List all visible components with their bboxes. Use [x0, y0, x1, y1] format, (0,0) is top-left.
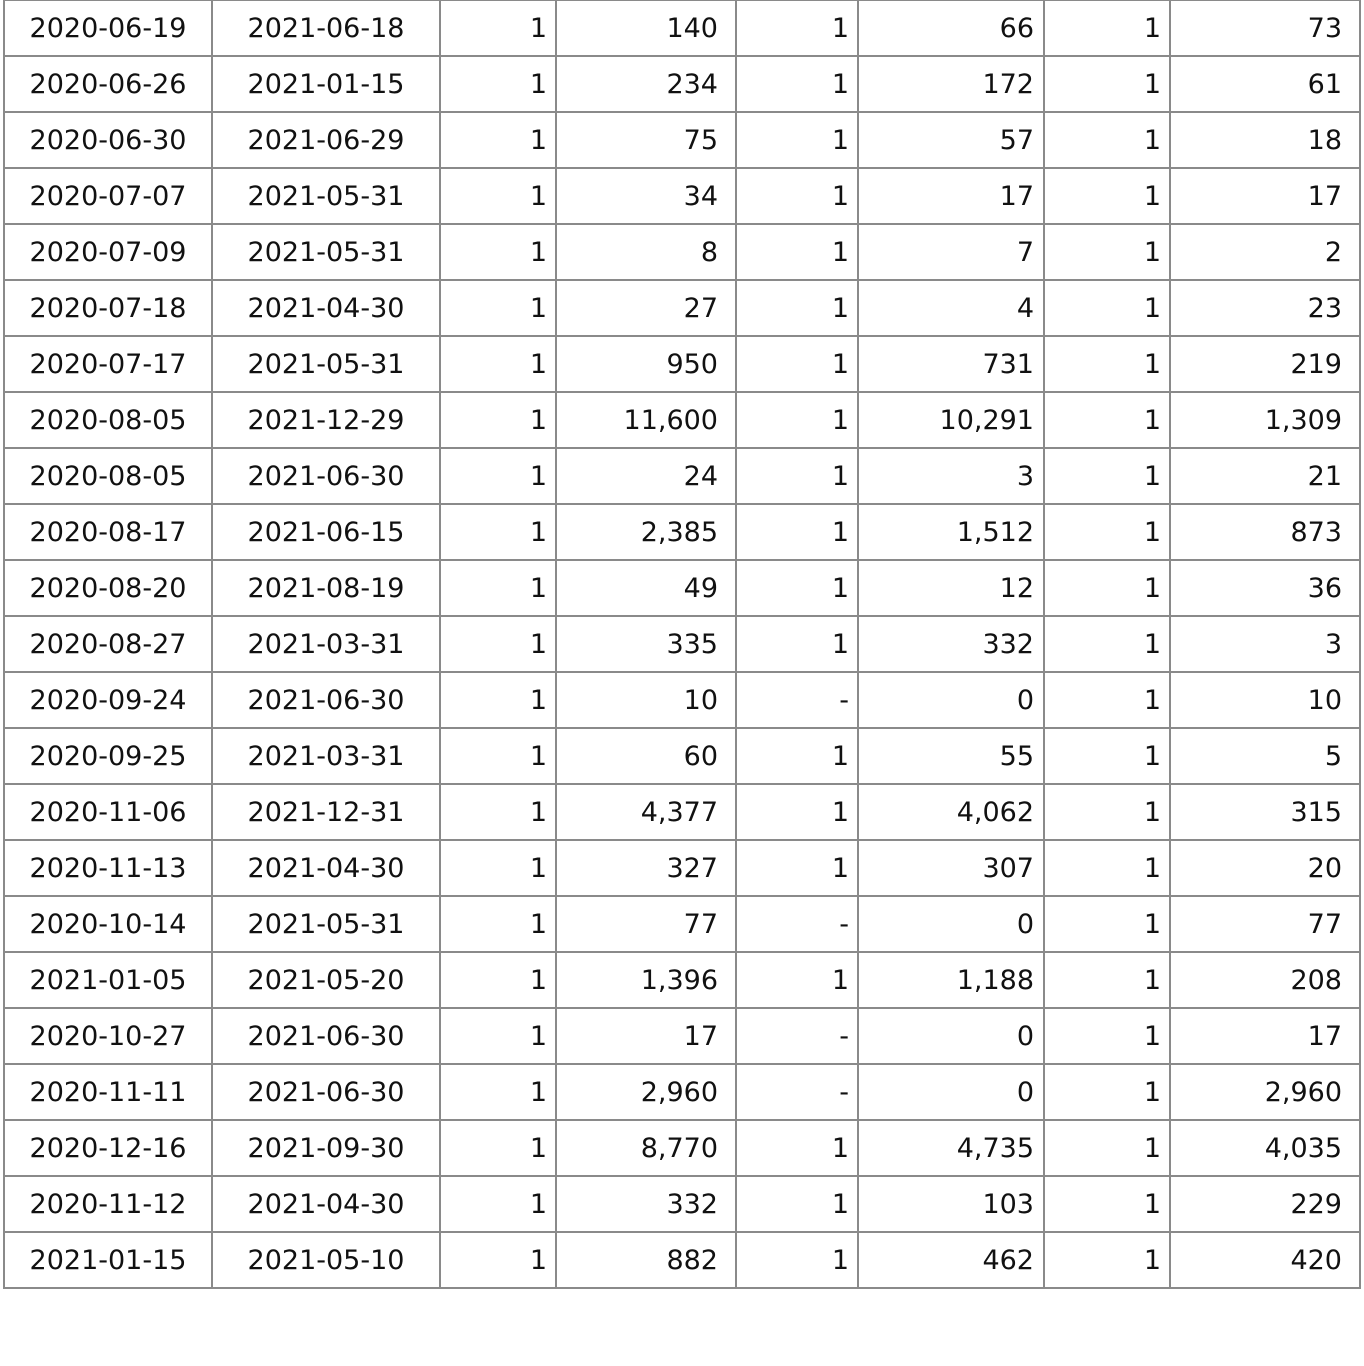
- count-b-cell: 1: [736, 952, 858, 1008]
- total-cell: 49: [556, 560, 736, 616]
- total-cell: 27: [556, 280, 736, 336]
- count-c-cell: 1: [1044, 728, 1170, 784]
- count-c-cell: 1: [1044, 560, 1170, 616]
- start-date-cell: 2020-08-17: [4, 504, 212, 560]
- table-row: [4, 560, 1360, 616]
- end-date-cell: 2021-05-31: [212, 224, 440, 280]
- count-a-cell: 1: [440, 448, 556, 504]
- start-date-cell: 2020-08-05: [4, 392, 212, 448]
- count-b-cell: 1: [736, 448, 858, 504]
- end-date-cell: 2021-05-31: [212, 896, 440, 952]
- count-a-cell: 1: [440, 616, 556, 672]
- start-date-cell: 2020-07-09: [4, 224, 212, 280]
- table-row: [4, 168, 1360, 224]
- value-c-cell: 873: [1170, 504, 1360, 560]
- count-c-cell: 1: [1044, 56, 1170, 112]
- value-b-cell: 1,188: [858, 952, 1044, 1008]
- table-row: [4, 504, 1360, 560]
- value-b-cell: 0: [858, 1008, 1044, 1064]
- start-date-cell: 2021-01-05: [4, 952, 212, 1008]
- count-a-cell: 1: [440, 672, 556, 728]
- count-b-cell: 1: [736, 224, 858, 280]
- count-a-cell: 1: [440, 280, 556, 336]
- value-b-cell: 17: [858, 168, 1044, 224]
- table-row: [4, 1120, 1360, 1176]
- count-b-cell: 1: [736, 560, 858, 616]
- count-c-cell: 1: [1044, 224, 1170, 280]
- end-date-cell: 2021-06-30: [212, 672, 440, 728]
- value-b-cell: 55: [858, 728, 1044, 784]
- table-row: [4, 280, 1360, 336]
- count-a-cell: 1: [440, 1176, 556, 1232]
- table-row: [4, 840, 1360, 896]
- count-c-cell: 1: [1044, 1232, 1170, 1288]
- end-date-cell: 2021-03-31: [212, 616, 440, 672]
- value-b-cell: 0: [858, 672, 1044, 728]
- count-b-cell: 1: [736, 56, 858, 112]
- table-row: [4, 952, 1360, 1008]
- count-a-cell: 1: [440, 0, 556, 56]
- table-row: [4, 336, 1360, 392]
- count-c-cell: 1: [1044, 840, 1170, 896]
- end-date-cell: 2021-12-29: [212, 392, 440, 448]
- count-c-cell: 1: [1044, 168, 1170, 224]
- start-date-cell: 2020-11-13: [4, 840, 212, 896]
- count-c-cell: 1: [1044, 1008, 1170, 1064]
- end-date-cell: 2021-04-30: [212, 280, 440, 336]
- count-b-cell: -: [736, 896, 858, 952]
- value-c-cell: 5: [1170, 728, 1360, 784]
- value-b-cell: 332: [858, 616, 1044, 672]
- total-cell: 4,377: [556, 784, 736, 840]
- start-date-cell: 2020-10-14: [4, 896, 212, 952]
- total-cell: 8,770: [556, 1120, 736, 1176]
- count-c-cell: 1: [1044, 112, 1170, 168]
- start-date-cell: 2020-09-25: [4, 728, 212, 784]
- end-date-cell: 2021-04-30: [212, 1176, 440, 1232]
- value-c-cell: 420: [1170, 1232, 1360, 1288]
- count-c-cell: 1: [1044, 1064, 1170, 1120]
- start-date-cell: 2020-06-26: [4, 56, 212, 112]
- value-b-cell: 3: [858, 448, 1044, 504]
- end-date-cell: 2021-05-10: [212, 1232, 440, 1288]
- value-c-cell: 61: [1170, 56, 1360, 112]
- total-cell: 11,600: [556, 392, 736, 448]
- count-b-cell: 1: [736, 392, 858, 448]
- count-b-cell: 1: [736, 504, 858, 560]
- table-row: [4, 1064, 1360, 1120]
- value-c-cell: 208: [1170, 952, 1360, 1008]
- total-cell: 60: [556, 728, 736, 784]
- count-a-cell: 1: [440, 952, 556, 1008]
- table-row: [4, 728, 1360, 784]
- count-b-cell: 1: [736, 784, 858, 840]
- start-date-cell: 2020-07-17: [4, 336, 212, 392]
- table-row: [4, 1008, 1360, 1064]
- value-b-cell: 4: [858, 280, 1044, 336]
- value-c-cell: 10: [1170, 672, 1360, 728]
- count-a-cell: 1: [440, 560, 556, 616]
- count-b-cell: 1: [736, 1176, 858, 1232]
- total-cell: 75: [556, 112, 736, 168]
- count-a-cell: 1: [440, 224, 556, 280]
- end-date-cell: 2021-06-29: [212, 112, 440, 168]
- table-row: [4, 784, 1360, 840]
- count-a-cell: 1: [440, 840, 556, 896]
- count-a-cell: 1: [440, 392, 556, 448]
- count-c-cell: 1: [1044, 336, 1170, 392]
- table-row: [4, 392, 1360, 448]
- value-b-cell: 172: [858, 56, 1044, 112]
- total-cell: 335: [556, 616, 736, 672]
- value-c-cell: 21: [1170, 448, 1360, 504]
- value-c-cell: 20: [1170, 840, 1360, 896]
- value-b-cell: 1,512: [858, 504, 1044, 560]
- count-b-cell: 1: [736, 840, 858, 896]
- total-cell: 2,960: [556, 1064, 736, 1120]
- count-c-cell: 1: [1044, 1120, 1170, 1176]
- count-a-cell: 1: [440, 784, 556, 840]
- start-date-cell: 2020-11-06: [4, 784, 212, 840]
- value-b-cell: 307: [858, 840, 1044, 896]
- total-cell: 2,385: [556, 504, 736, 560]
- table-row: [4, 448, 1360, 504]
- count-a-cell: 1: [440, 1064, 556, 1120]
- value-c-cell: 77: [1170, 896, 1360, 952]
- total-cell: 77: [556, 896, 736, 952]
- total-cell: 1,396: [556, 952, 736, 1008]
- start-date-cell: 2020-10-27: [4, 1008, 212, 1064]
- value-c-cell: 17: [1170, 1008, 1360, 1064]
- value-c-cell: 18: [1170, 112, 1360, 168]
- table-row: [4, 0, 1360, 56]
- value-c-cell: 219: [1170, 336, 1360, 392]
- end-date-cell: 2021-01-15: [212, 56, 440, 112]
- end-date-cell: 2021-03-31: [212, 728, 440, 784]
- total-cell: 140: [556, 0, 736, 56]
- count-b-cell: -: [736, 672, 858, 728]
- data-table: [3, 0, 1361, 1289]
- count-c-cell: 1: [1044, 896, 1170, 952]
- value-c-cell: 2: [1170, 224, 1360, 280]
- count-c-cell: 1: [1044, 448, 1170, 504]
- total-cell: 882: [556, 1232, 736, 1288]
- count-a-cell: 1: [440, 504, 556, 560]
- count-a-cell: 1: [440, 1120, 556, 1176]
- end-date-cell: 2021-06-15: [212, 504, 440, 560]
- total-cell: 10: [556, 672, 736, 728]
- count-b-cell: 1: [736, 168, 858, 224]
- table-body: [4, 0, 1360, 1288]
- value-b-cell: 57: [858, 112, 1044, 168]
- count-a-cell: 1: [440, 168, 556, 224]
- start-date-cell: 2020-09-24: [4, 672, 212, 728]
- value-c-cell: 1,309: [1170, 392, 1360, 448]
- table-row: [4, 56, 1360, 112]
- count-c-cell: 1: [1044, 952, 1170, 1008]
- start-date-cell: 2020-08-20: [4, 560, 212, 616]
- count-c-cell: 1: [1044, 1176, 1170, 1232]
- count-a-cell: 1: [440, 896, 556, 952]
- count-c-cell: 1: [1044, 616, 1170, 672]
- end-date-cell: 2021-08-19: [212, 560, 440, 616]
- start-date-cell: 2020-11-12: [4, 1176, 212, 1232]
- value-c-cell: 36: [1170, 560, 1360, 616]
- count-a-cell: 1: [440, 728, 556, 784]
- start-date-cell: 2020-08-05: [4, 448, 212, 504]
- table-row: [4, 112, 1360, 168]
- count-b-cell: -: [736, 1064, 858, 1120]
- start-date-cell: 2020-06-30: [4, 112, 212, 168]
- value-b-cell: 731: [858, 336, 1044, 392]
- count-c-cell: 1: [1044, 280, 1170, 336]
- value-b-cell: 4,735: [858, 1120, 1044, 1176]
- end-date-cell: 2021-06-18: [212, 0, 440, 56]
- total-cell: 24: [556, 448, 736, 504]
- count-c-cell: 1: [1044, 392, 1170, 448]
- count-c-cell: 1: [1044, 784, 1170, 840]
- end-date-cell: 2021-05-20: [212, 952, 440, 1008]
- value-c-cell: 2,960: [1170, 1064, 1360, 1120]
- value-c-cell: 229: [1170, 1176, 1360, 1232]
- value-b-cell: 103: [858, 1176, 1044, 1232]
- value-b-cell: 7: [858, 224, 1044, 280]
- count-c-cell: 1: [1044, 672, 1170, 728]
- end-date-cell: 2021-04-30: [212, 840, 440, 896]
- count-b-cell: 1: [736, 0, 858, 56]
- value-c-cell: 3: [1170, 616, 1360, 672]
- count-b-cell: 1: [736, 616, 858, 672]
- count-a-cell: 1: [440, 56, 556, 112]
- end-date-cell: 2021-06-30: [212, 1008, 440, 1064]
- end-date-cell: 2021-09-30: [212, 1120, 440, 1176]
- value-b-cell: 0: [858, 1064, 1044, 1120]
- start-date-cell: 2020-12-16: [4, 1120, 212, 1176]
- start-date-cell: 2020-07-07: [4, 168, 212, 224]
- total-cell: 34: [556, 168, 736, 224]
- total-cell: 327: [556, 840, 736, 896]
- end-date-cell: 2021-05-31: [212, 336, 440, 392]
- value-b-cell: 4,062: [858, 784, 1044, 840]
- table-row: [4, 672, 1360, 728]
- value-c-cell: 4,035: [1170, 1120, 1360, 1176]
- value-c-cell: 17: [1170, 168, 1360, 224]
- value-b-cell: 462: [858, 1232, 1044, 1288]
- count-c-cell: 1: [1044, 0, 1170, 56]
- count-b-cell: 1: [736, 1232, 858, 1288]
- total-cell: 332: [556, 1176, 736, 1232]
- total-cell: 234: [556, 56, 736, 112]
- total-cell: 8: [556, 224, 736, 280]
- value-b-cell: 12: [858, 560, 1044, 616]
- count-b-cell: 1: [736, 728, 858, 784]
- start-date-cell: 2020-07-18: [4, 280, 212, 336]
- value-c-cell: 315: [1170, 784, 1360, 840]
- count-a-cell: 1: [440, 1232, 556, 1288]
- count-a-cell: 1: [440, 1008, 556, 1064]
- end-date-cell: 2021-06-30: [212, 448, 440, 504]
- total-cell: 950: [556, 336, 736, 392]
- table-row: [4, 1232, 1360, 1288]
- count-b-cell: 1: [736, 1120, 858, 1176]
- end-date-cell: 2021-12-31: [212, 784, 440, 840]
- start-date-cell: 2020-08-27: [4, 616, 212, 672]
- count-b-cell: 1: [736, 112, 858, 168]
- start-date-cell: 2020-06-19: [4, 0, 212, 56]
- count-b-cell: 1: [736, 280, 858, 336]
- value-c-cell: 23: [1170, 280, 1360, 336]
- end-date-cell: 2021-05-31: [212, 168, 440, 224]
- value-b-cell: 66: [858, 0, 1044, 56]
- count-c-cell: 1: [1044, 504, 1170, 560]
- table-row: [4, 1176, 1360, 1232]
- count-b-cell: -: [736, 1008, 858, 1064]
- value-c-cell: 73: [1170, 0, 1360, 56]
- start-date-cell: 2020-11-11: [4, 1064, 212, 1120]
- table-row: [4, 616, 1360, 672]
- value-b-cell: 10,291: [858, 392, 1044, 448]
- total-cell: 17: [556, 1008, 736, 1064]
- table-row: [4, 896, 1360, 952]
- count-a-cell: 1: [440, 336, 556, 392]
- value-b-cell: 0: [858, 896, 1044, 952]
- end-date-cell: 2021-06-30: [212, 1064, 440, 1120]
- table-row: [4, 224, 1360, 280]
- start-date-cell: 2021-01-15: [4, 1232, 212, 1288]
- count-b-cell: 1: [736, 336, 858, 392]
- count-a-cell: 1: [440, 112, 556, 168]
